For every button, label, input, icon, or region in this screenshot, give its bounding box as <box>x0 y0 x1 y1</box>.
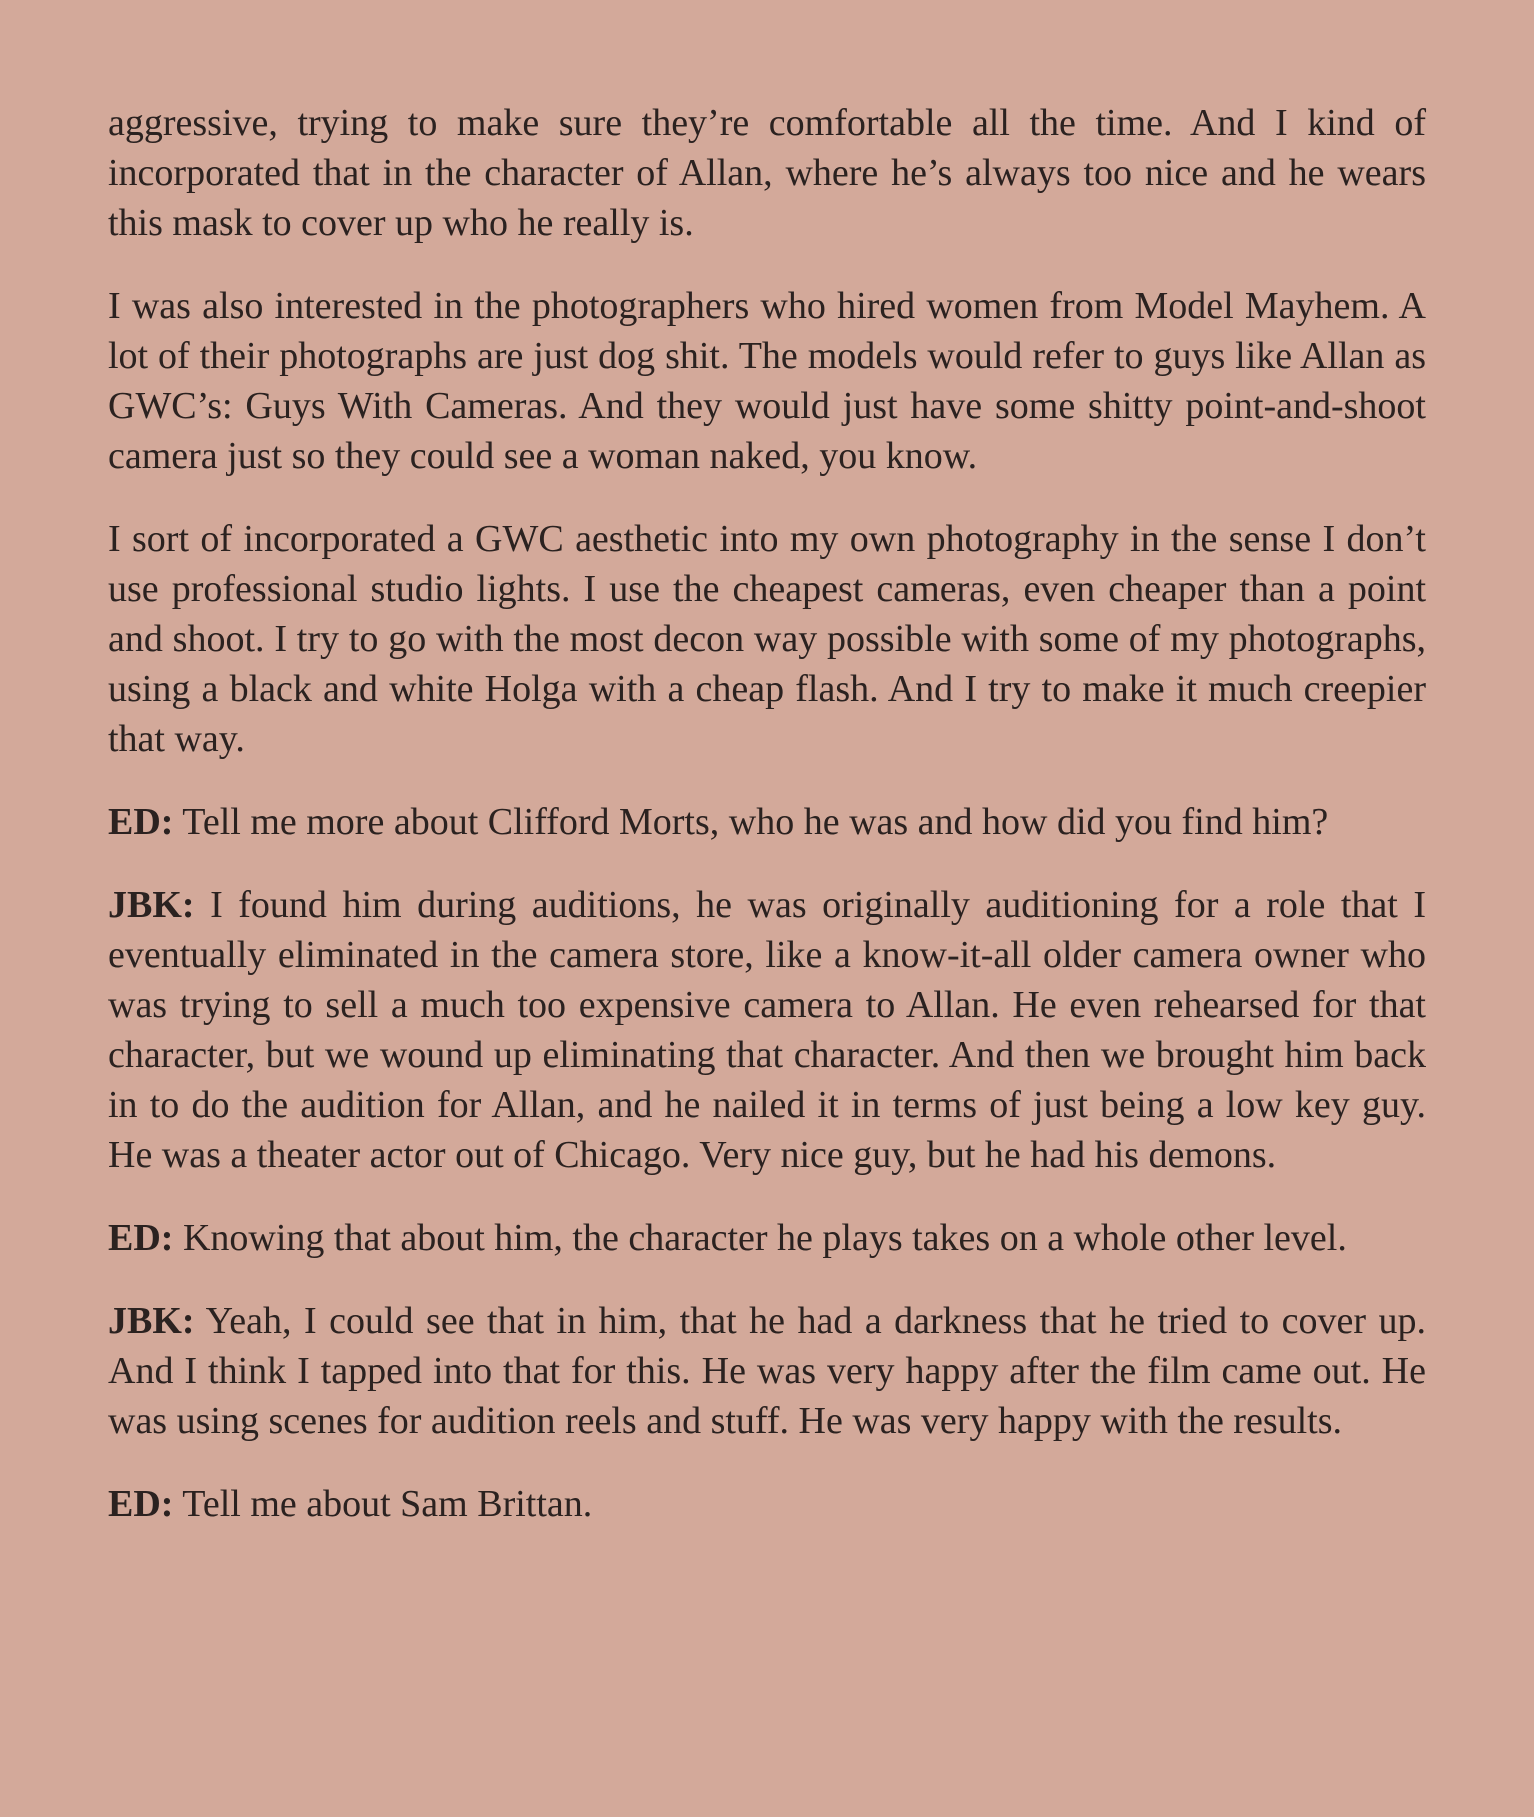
speaker-label: JBK: <box>108 1300 195 1342</box>
answer-paragraph <box>108 880 1426 1180</box>
speaker-label: ED: <box>108 1217 174 1259</box>
paragraph-text: I found him during auditions, he was originally auditioning for a role that I eventually eliminated in the camera store, like a know-it-all older camera owner who was trying to sell a much too expensive camera to Allan. He even rehearsed for that character, but we wound up eliminating that character. And then we brought him back in to do the audition for Allan, and he nailed it in terms of just being a low key guy. He was a theater actor out of Chicago. Very nice guy, but he had his demons. <box>108 884 1427 1176</box>
paragraph-text: Tell me more about Clifford Morts, who he was and how did you find him? <box>182 801 1329 843</box>
question-paragraph <box>108 797 1426 847</box>
question-paragraph <box>108 1213 1426 1263</box>
speaker-label: ED: <box>108 801 174 843</box>
answer-paragraph <box>108 1296 1426 1446</box>
paragraph-text: I was also interested in the photographers who hired women from Model Mayhem. A lot of their photographs are just dog shit. The models would refer to guys like Allan as GWC’s: Guys With Cameras. And they would just have some shitty point-and-shoot camera just so they could see a woman naked, you know. <box>108 285 1426 477</box>
paragraph <box>108 281 1426 481</box>
speaker-label: ED: <box>108 1483 174 1525</box>
paragraph-text: I sort of incorporated a GWC aesthetic into my own photography in the sense I don’t use professional studio lights. I use the cheapest cameras, even cheaper than a point and shoot. I try to go with the most decon way possible with some of my photographs, using a black and white Holga with a cheap flash. And I try to make it much creepier that way. <box>108 518 1426 760</box>
question-paragraph <box>108 1479 1426 1529</box>
paragraph-text: Tell me about Sam Brittan. <box>182 1483 593 1525</box>
paragraph-text: Yeah, I could see that in him, that he had a darkness that he tried to cover up. And I think I tapped into that for this. He was very happy after the film came out. He was using scenes for audition reels and stuff. He was very happy with the results. <box>108 1300 1426 1442</box>
paragraph <box>108 98 1426 248</box>
speaker-label: JBK: <box>108 884 195 926</box>
interview-text-page <box>108 98 1426 1562</box>
paragraph-text: Knowing that about him, the character he plays takes on a whole other level. <box>182 1217 1347 1259</box>
paragraph <box>108 514 1426 764</box>
paragraph-text: aggressive, trying to make sure they’re comfortable all the time. And I kind of incorporated that in the character of Allan, where he’s always too nice and he wears this mask to cover up who he really is. <box>108 102 1426 244</box>
